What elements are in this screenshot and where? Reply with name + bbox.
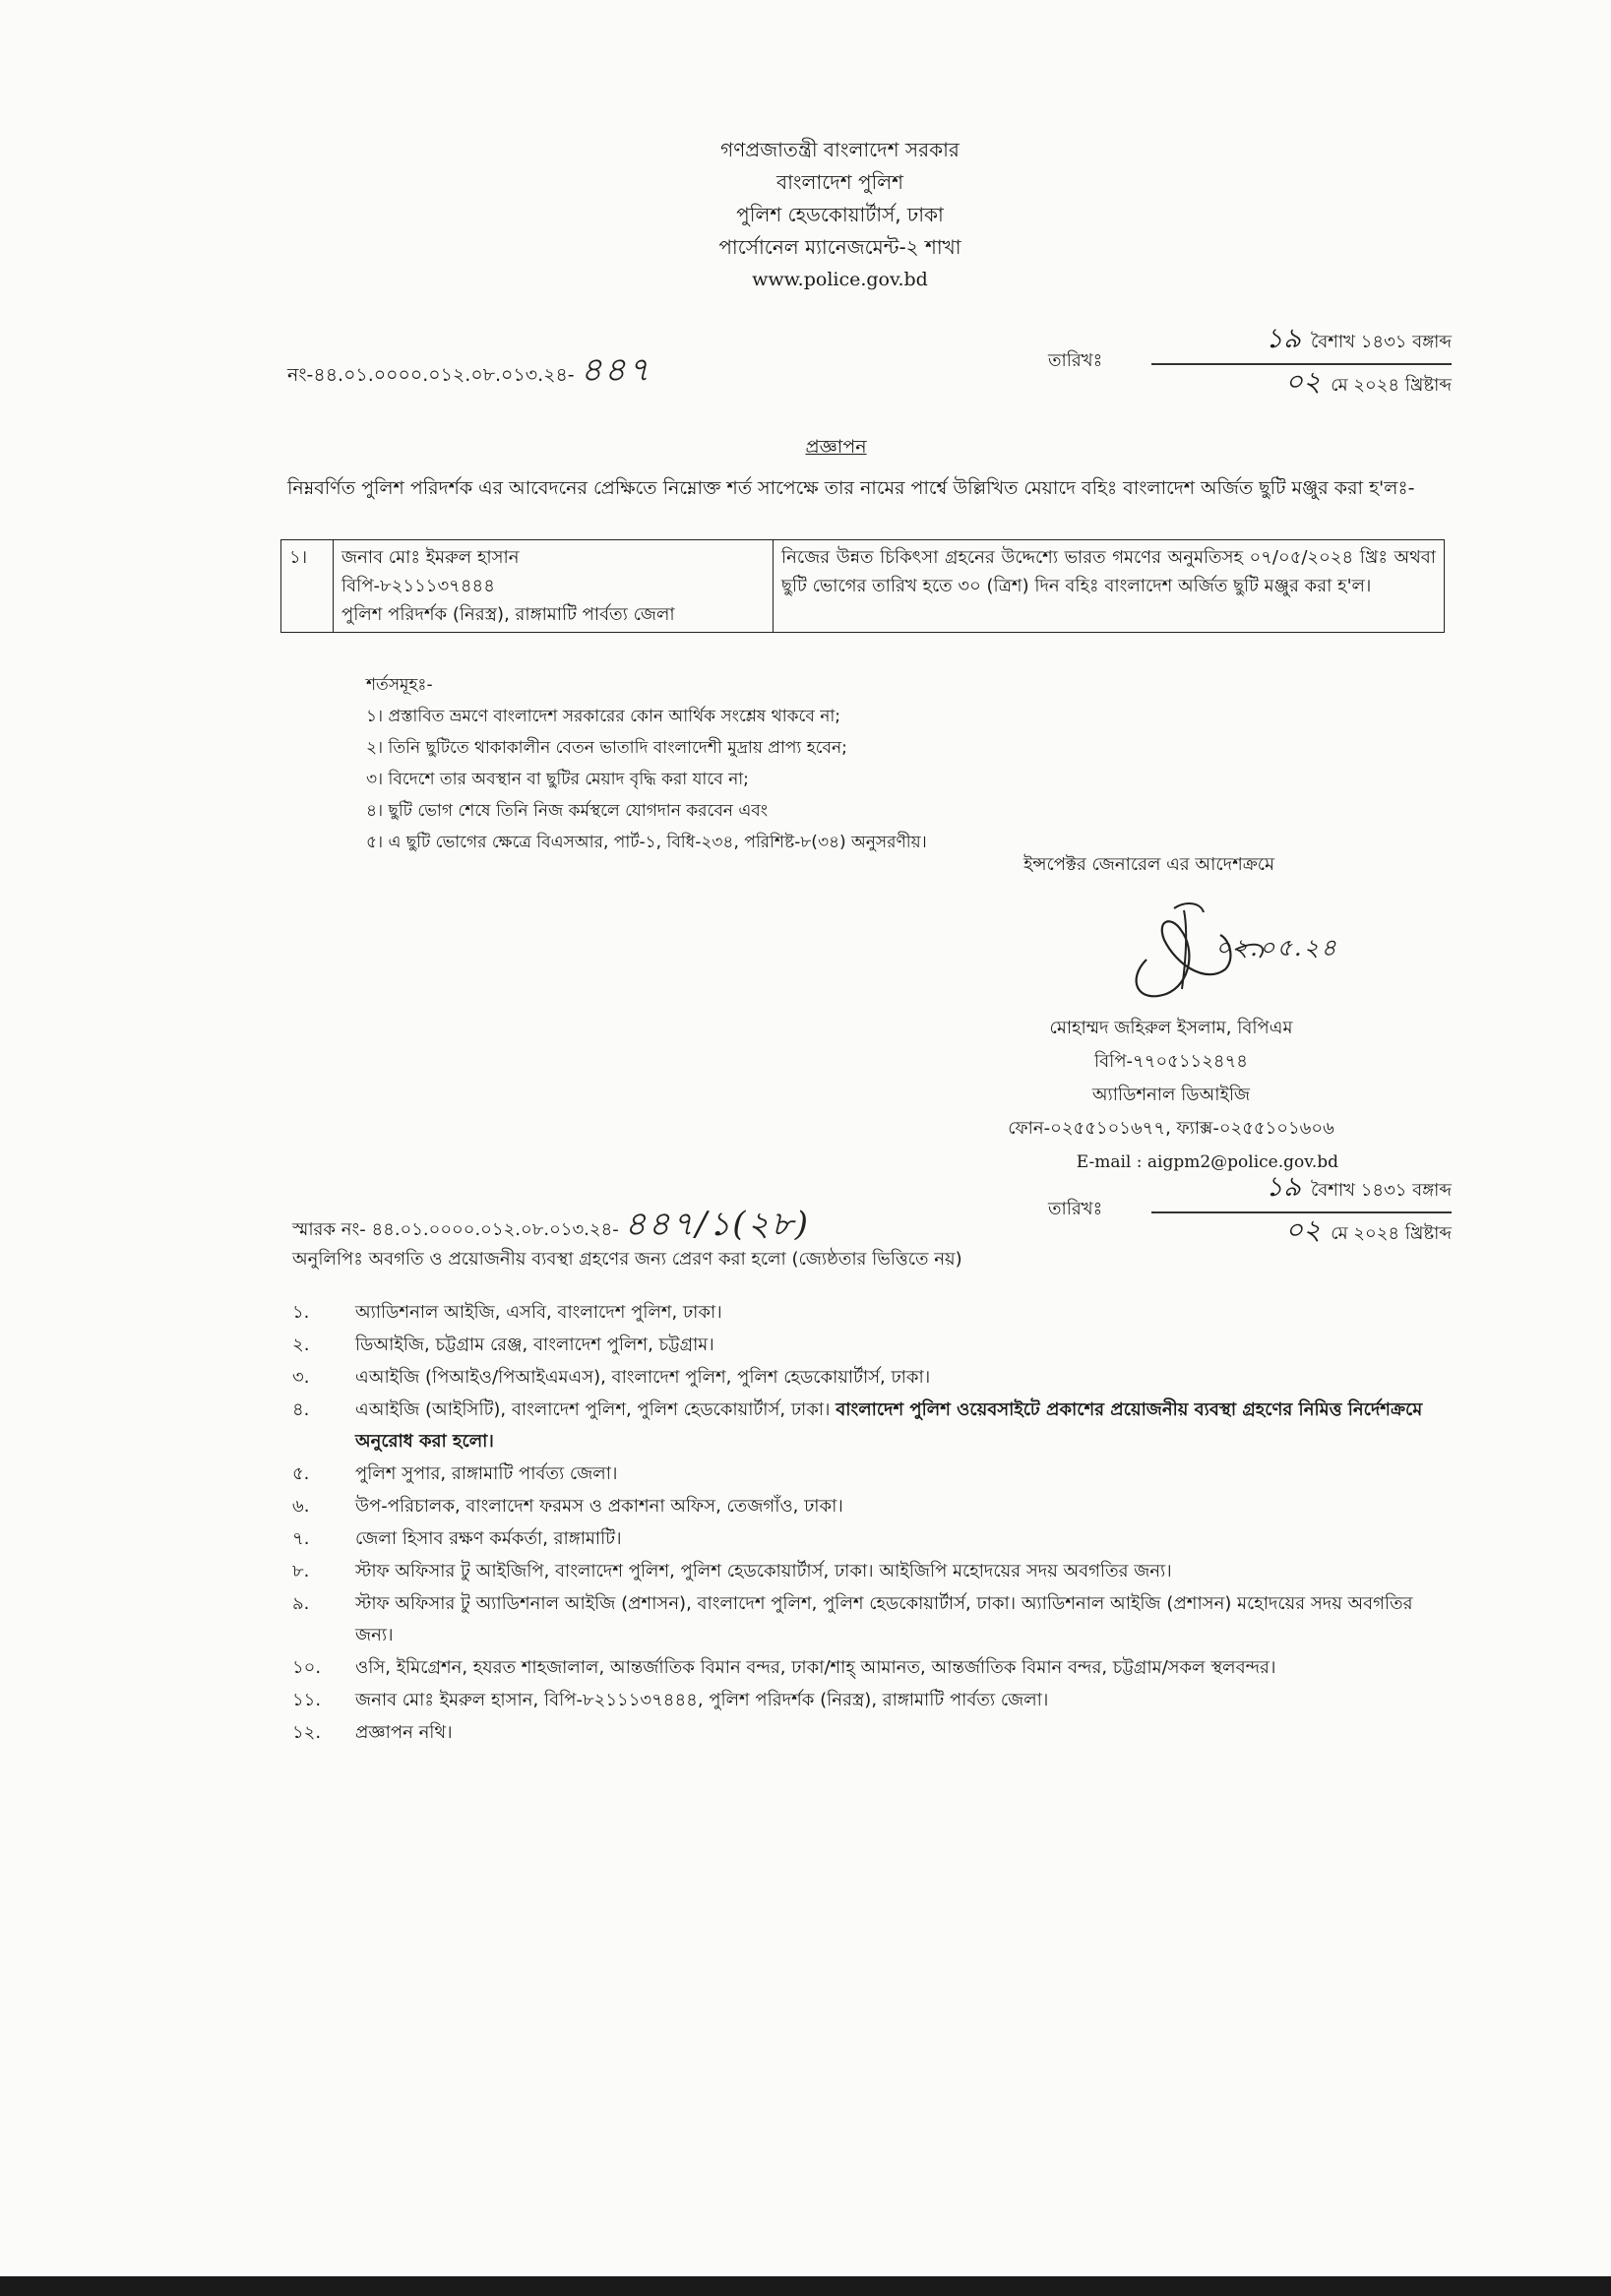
list-item-text: ওসি, ইমিগ্রেশন, হযরত শাহজালাল, আন্তর্জাতিক বিমান বন্দর, ঢাকা/শাহ্ আমানত, আন্তর্জাতিক বিমান বন্দর, চট্টগ্রাম/সকল স্থলবন্দর। (355, 1657, 1276, 1678)
conditions (366, 669, 927, 858)
leave-table (280, 539, 1445, 633)
list-item (292, 1395, 1454, 1458)
date-english-rest: মে ২০২৪ খ্রিষ্টাব্দ (1331, 375, 1452, 396)
list-item (292, 1491, 1454, 1522)
list-item-number: ১০. (292, 1657, 322, 1678)
header-office: পুলিশ হেডকোয়ার্টার্স, ঢাকা (736, 203, 944, 226)
conditions-heading: শর্তসমূহঃ- (366, 675, 433, 695)
memo-number (287, 344, 651, 401)
ref-date-bangla (1151, 1165, 1452, 1213)
condition-item: ১। প্রস্তাবিত ভ্রমণে বাংলাদেশ সরকারের কোন আর্থিক সংশ্লেষ থাকবে না; (366, 707, 841, 726)
body-paragraph-text: নিম্নবর্ণিত পুলিশ পরিদর্শক এর আবেদনের প্রেক্ষিতে নিম্নোক্ত শর্ত সাপেক্ষে তার নামের পার্শ্বে উল্লিখিত মেয়াদে বহিঃ বাংলাদেশ অর্জিত ছুটি মঞ্জুর করা হ'লঃ- (287, 477, 1415, 499)
signatory-phone-fax: ফোন-০২৫৫১০১৬৭৭, ফ্যাক্স-০২৫৫১০১৬০৬ (1008, 1118, 1334, 1139)
ref-date-english (1151, 1209, 1452, 1255)
header-branch: পার্সোনেল ম্যানেজমেন্ট-২ শাখা (718, 235, 961, 259)
list-item-number: ৫. (292, 1463, 310, 1484)
condition-item: ২। তিনি ছুটিতে থাকাকালীন বেতন ভাতাদি বাংলাদেশী মুদ্রায় প্রাপ্য হবেন; (366, 738, 847, 758)
date-english-day: ০২ (1284, 365, 1322, 398)
signoff-text: ইন্সপেক্টর জেনারেল এর আদেশক্রমে (1023, 854, 1275, 875)
notification-title: প্রজ্ঞাপন (805, 436, 867, 458)
list-item-text: এআইজি (পিআইও/পিআইএমএস), বাংলাদেশ পুলিশ, পুলিশ হেডকোয়ার্টার্স, ঢাকা। (355, 1367, 931, 1388)
signatory-name: মোহাম্মদ জহিরুল ইসলাম, বিপিএম (1049, 1018, 1293, 1038)
list-item (292, 1458, 1454, 1490)
list-item-text: অ্যাডিশনাল আইজি, এসবি, বাংলাদেশ পুলিশ, ঢাকা। (355, 1302, 722, 1323)
condition-item: ৫। এ ছুটি ভোগের ক্ষেত্রে বিএসআর, পার্ট-১, বিধি-২৩৪, পরিশিষ্ট-৮(৩৪) অনুসরণীয়। (366, 833, 927, 852)
date-english (1151, 360, 1452, 406)
scan-edge (0, 2276, 1611, 2296)
list-item (292, 1297, 1454, 1329)
list-item-text: প্রজ্ঞাপন নথি। (355, 1722, 453, 1743)
table-row (281, 540, 1445, 633)
list-item-text: জেলা হিসাব রক্ষণ কর্মকর্তা, রাঙ্গামাটি। (355, 1528, 622, 1549)
ref-date-english-day: ০২ (1284, 1213, 1322, 1246)
signature (1087, 891, 1343, 1019)
list-item-text: জনাব মোঃ ইমরুল হাসান, বিপি-৮২১১১৩৭৪৪৪, পুলিশ পরিদর্শক (নিরস্ত্র), রাঙ্গামাটি পার্বত্য জেলা। (355, 1690, 1049, 1710)
ref-date-label: তারিখঃ (1048, 1199, 1103, 1219)
signatory-designation: অ্যাডিশনাল ডিআইজি (1091, 1085, 1251, 1105)
header-government: গণপ্রজাতন্ত্রী বাংলাদেশ সরকার (720, 138, 960, 161)
list-item-number: ২. (292, 1334, 310, 1355)
copy-list (292, 1297, 1454, 1750)
officer-designation: পুলিশ পরিদর্শক (নিরস্ত্র), রাঙ্গামাটি পার্বত্য জেলা (341, 604, 675, 625)
list-item-number: ৮. (292, 1561, 310, 1582)
signatory-bp: বিপি-৭৭০৫১১২৪৭৪ (1094, 1051, 1248, 1072)
body-paragraph (287, 436, 1444, 506)
reference-handwritten: ৪৪৭/১(২৮) (624, 1205, 810, 1244)
table-details-cell: নিজের উন্নত চিকিৎসা গ্রহনের উদ্দেশ্যে ভারত গমণের অনুমতিসহ ০৭/০৫/২০২৪ খ্রিঃ অথবা ছুটি ভোগের তারিখ হতে ৩০ (ত্রিশ) দিন বহিঃ বাংলাদেশ অর্জিত ছুটি মঞ্জুর করা হ'ল। (774, 540, 1445, 633)
list-item-text: স্টাফ অফিসার টু অ্যাডিশনাল আইজি (প্রশাসন), বাংলাদেশ পুলিশ, পুলিশ হেডকোয়ার্টার্স, ঢাকা। অ্যাডিশনাল আইজি (প্রশাসন) মহোদয়ের সদয় অবগতির জন্য। (355, 1593, 1413, 1645)
officer-bp: বিপি-৮২১১১৩৭৪৪৪ (341, 576, 495, 596)
list-item-text: পুলিশ সুপার, রাঙ্গামাটি পার্বত্য জেলা। (355, 1463, 618, 1484)
list-item-number: ৪. (292, 1399, 310, 1420)
memo-number-prefix: নং-৪৪.০১.০০০০.০১২.০৮.০১৩.২৪- (287, 364, 575, 386)
header-organization: বাংলাদেশ পুলিশ (775, 170, 903, 194)
list-item (292, 1717, 1454, 1749)
list-item (292, 1588, 1454, 1651)
list-item-text: ডিআইজি, চট্টগ্রাম রেঞ্জ, বাংলাদেশ পুলিশ, চট্টগ্রাম। (355, 1334, 714, 1355)
table-officer-cell (334, 540, 774, 633)
list-item-text: এআইজি (আইসিটি), বাংলাদেশ পুলিশ, পুলিশ হেডকোয়ার্টার্স, ঢাকা। (355, 1399, 831, 1420)
date-label: তারিখঃ (1048, 350, 1103, 371)
list-item (292, 1330, 1454, 1361)
reference-prefix: স্মারক নং- ৪৪.০১.০০০০.০১২.০৮.০১৩.২৪- (292, 1219, 619, 1240)
list-item-number: ১২. (292, 1722, 322, 1743)
list-item-text: উপ-পরিচালক, বাংলাদেশ ফরমস ও প্রকাশনা অফিস, তেজগাঁও, ঢাকা। (355, 1496, 843, 1517)
list-item-number: ৭. (292, 1528, 310, 1549)
list-item (292, 1523, 1454, 1555)
copy-intro: অনুলিপিঃ অবগতি ও প্রয়োজনীয় ব্যবস্থা গ্রহণের জন্য প্রেরণ করা হলো (জ্যেষ্ঠতার ভিত্তিতে নয়) (292, 1249, 962, 1270)
condition-item: ৩। বিদেশে তার অবস্থান বা ছুটির মেয়াদ বৃদ্ধি করা যাবে না; (366, 770, 749, 789)
ref-date-bangla-day: ১৯ (1265, 1170, 1301, 1203)
list-item-number: ১১. (292, 1690, 322, 1710)
memo-number-handwritten: ৪৪৭ (580, 350, 651, 390)
list-item (292, 1362, 1454, 1394)
list-item-bold-text: বাংলাদেশ পুলিশ ওয়েবসাইটে প্রকাশের প্রয়োজনীয় ব্যবস্থা গ্রহণের নিমিত্ত নির্দেশক্রমে অনুরোধ করা হলো। (355, 1399, 1423, 1452)
list-item-number: ৬. (292, 1496, 310, 1517)
list-item-number: ১. (292, 1302, 310, 1323)
condition-item: ৪। ছুটি ভোগ শেষে তিনি নিজ কর্মস্থলে যোগদান করবেন এবং (366, 801, 769, 821)
signatory-block (999, 1012, 1343, 1179)
officer-name: জনাব মোঃ ইমরুল হাসান (341, 547, 520, 568)
signatory-email[interactable]: E-mail : aigpm2@police.gov.bd (1076, 1152, 1338, 1172)
list-item-number: ৯. (292, 1593, 310, 1614)
list-item-number: ৩. (292, 1367, 310, 1388)
list-item (292, 1652, 1454, 1684)
table-serial: ১। (281, 540, 334, 633)
date-bangla (1151, 317, 1452, 365)
ref-date-bangla-rest: বৈশাখ ১৪৩১ বঙ্গাব্দ (1311, 1180, 1452, 1201)
list-item-text: স্টাফ অফিসার টু আইজিপি, বাংলাদেশ পুলিশ, পুলিশ হেডকোয়ার্টার্স, ঢাকা। আইজিপি মহোদয়ের সদয় অবগতির জন্য। (355, 1561, 1172, 1582)
list-item (292, 1685, 1454, 1716)
signature-date: ০২.০৫.২৪ (1215, 934, 1338, 962)
list-item (292, 1556, 1454, 1587)
letterhead (0, 134, 1611, 296)
header-website[interactable]: www.police.gov.bd (752, 269, 928, 290)
ref-date-english-rest: মে ২০২৪ খ্রিষ্টাব্দ (1331, 1223, 1452, 1244)
date-bangla-rest: বৈশাখ ১৪৩১ বঙ্গাব্দ (1311, 332, 1452, 352)
date-bangla-day: ১৯ (1265, 322, 1301, 354)
